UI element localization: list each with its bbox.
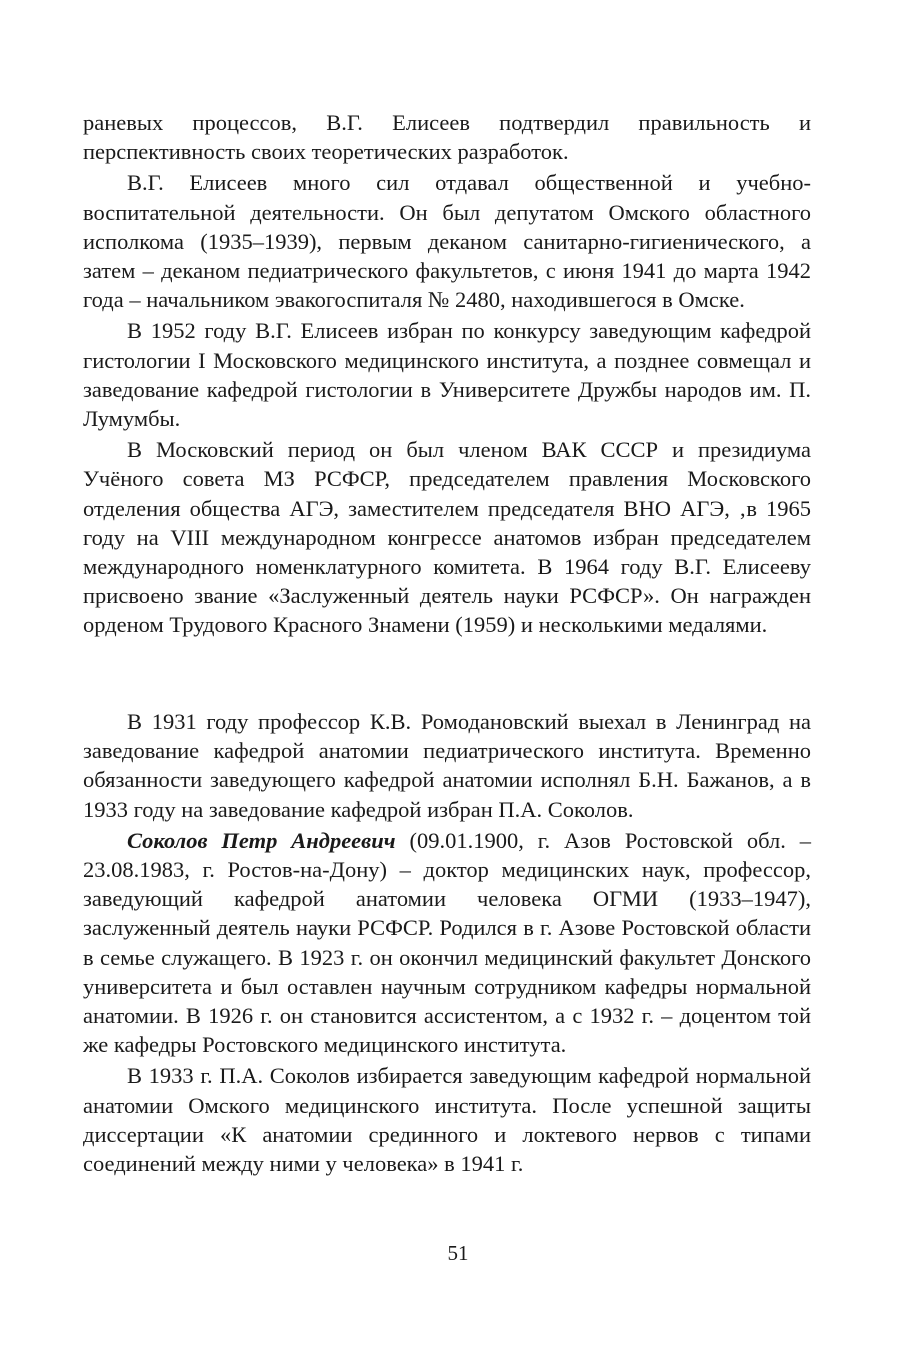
paragraph: раневых процессов, В.Г. Елисеев подтвердил правильность и перспективность своих теоретических разработок. — [83, 110, 811, 165]
paragraph: В 1933 г. П.А. Соколов избирается заведующим кафедрой нормальной анатомии Омского медицинского института. После успешной защиты диссертации «К анатомии срединного и локтевого нервов с типами соединений между ними у человека» в 1941 г. — [83, 1063, 811, 1177]
biography-text: (09.01.1900, г. Азов Ростовской обл. – 23.08.1983, г. Ростов-на-Дону) – доктор медицинских наук, профессор, заведующий кафедрой анатомии человека ОГМИ (1933–1947), заслуженный деятель науки РСФСР. Родился в г. Азове Ростовской области в семье служащего. В 1923 г. он окончил медицинский факультет Донского университета и был оставлен научным сотрудником кафедры нормальной анатомии. В 1926 г. он становится ассистентом, а с 1932 г. – доцентом той же кафедры Ростовского медицинского института. — [83, 827, 812, 1058]
text-block-bottom — [83, 707, 811, 1180]
biography-paragraph — [83, 826, 811, 1060]
page-number: 51 — [447, 1241, 469, 1265]
paragraph: В Московский период он был членом ВАК СССР и президиума Учёного совета МЗ РСФСР, председателем правления Московского отделения общества АГЭ, заместителем председателя ВНО АГЭ, ‚в 1965 году на VIII международном конгрессе анатомов избран председателем международного номенклатурного комитета. В 1964 году В.Г. Елисееву присвоено звание «Заслуженный деятель науки РСФСР». Он награжден орденом Трудового Красного Знамени (1959) и несколькими медалями. — [83, 437, 811, 638]
text-block-top — [83, 108, 811, 642]
paragraph: В 1952 году В.Г. Елисеев избран по конкурсу заведующим кафедрой гистологии I Московского медицинского института, а позднее совмещал и заведование кафедрой гистологии в Университете Дружбы народов им. П. Лумумбы. — [83, 318, 811, 432]
person-name: Соколов Петр Андреевич — [127, 827, 396, 853]
paragraph: В.Г. Елисеев много сил отдавал общественной и учебно-воспитательной деятельности. Он был депутатом Омского областного исполкома (1935–1939), первым деканом санитарно-гигиенического, а затем – деканом педиатрического факультетов, с июня 1941 до марта 1942 года – начальником эвакогоспиталя № 2480, находившегося в Омске. — [83, 170, 811, 313]
paragraph: В 1931 году профессор К.В. Ромодановский выехал в Ленинград на заведование кафедрой анатомии педиатрического института. Временно обязанности заведующего кафедрой анатомии исполнял Б.Н. Бажанов, а в 1933 году на заведование кафедрой избран П.А. Соколов. — [83, 709, 811, 822]
